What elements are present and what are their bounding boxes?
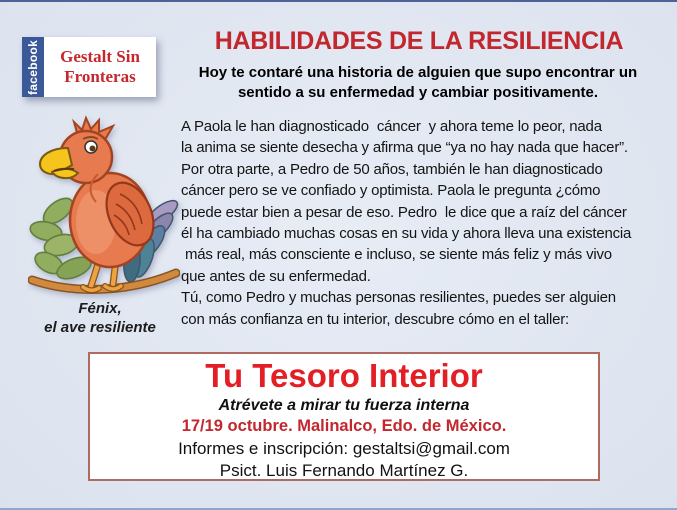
- story-line: Tú, como Pedro y muchas personas resilientes, puedes ser alguien: [181, 289, 616, 307]
- facebook-badge: [22, 37, 156, 97]
- mascot-caption-line1: Fénix,: [78, 300, 122, 317]
- org-name: [44, 37, 156, 97]
- phoenix-illustration: [28, 110, 180, 302]
- top-divider: [0, 0, 677, 2]
- flyer-title: HABILIDADES DE LA RESILIENCIA: [214, 27, 624, 55]
- flyer-subtitle: [176, 63, 660, 103]
- workshop-facilitator: Psict. Luis Fernando Martínez G.: [219, 461, 469, 480]
- workshop-title: Tu Tesoro Interior: [205, 357, 483, 394]
- story-paragraph: [181, 116, 673, 330]
- mascot-caption-line2: el ave resiliente: [44, 319, 156, 336]
- story-line: que antes de su enfermedad.: [181, 267, 371, 285]
- flyer-subtitle-line2: sentido a su enfermedad y cambiar positivamente.: [237, 84, 599, 101]
- workshop-contact: Informes e inscripción: gestaltsi@gmail.com: [178, 439, 510, 458]
- org-name-line2: Fronteras: [64, 67, 136, 86]
- story-line: más real, más consciente e incluso, se siente más feliz y más vivo: [181, 246, 612, 264]
- story-line: la anima se siente desecha y afirma que “ya no hay nada que hacer”.: [181, 139, 628, 157]
- story-line: él ha cambiado muchas cosas en su vida y ahora lleva una existencia: [181, 225, 632, 243]
- workshop-date-location: 17/19 octubre. Malinalco, Edo. de México.: [181, 417, 507, 435]
- flyer-subtitle-line1: Hoy te contaré una historia de alguien que supo encontrar un: [198, 64, 638, 81]
- mascot-caption: [18, 299, 182, 337]
- story-line: puede estar bien a pesar de eso. Pedro le dice que a raíz del cáncer: [181, 203, 627, 221]
- workshop-box: [88, 352, 600, 481]
- story-line: cáncer pero se ve confiado y optimista. Paola le pregunta ¿cómo: [181, 182, 601, 200]
- story-line: con más confianza en tu interior, descubre cómo en el taller:: [181, 310, 570, 328]
- org-name-line1: Gestalt Sin: [60, 47, 140, 66]
- story-line: Por otra parte, a Pedro de 50 años, también le han diagnosticado: [181, 160, 603, 178]
- facebook-vertical-label: facebook: [22, 37, 44, 97]
- workshop-tagline: Atrévete a mirar tu fuerza interna: [218, 397, 470, 414]
- story-line: A Paola le han diagnosticado cáncer y ahora teme lo peor, nada: [181, 118, 602, 135]
